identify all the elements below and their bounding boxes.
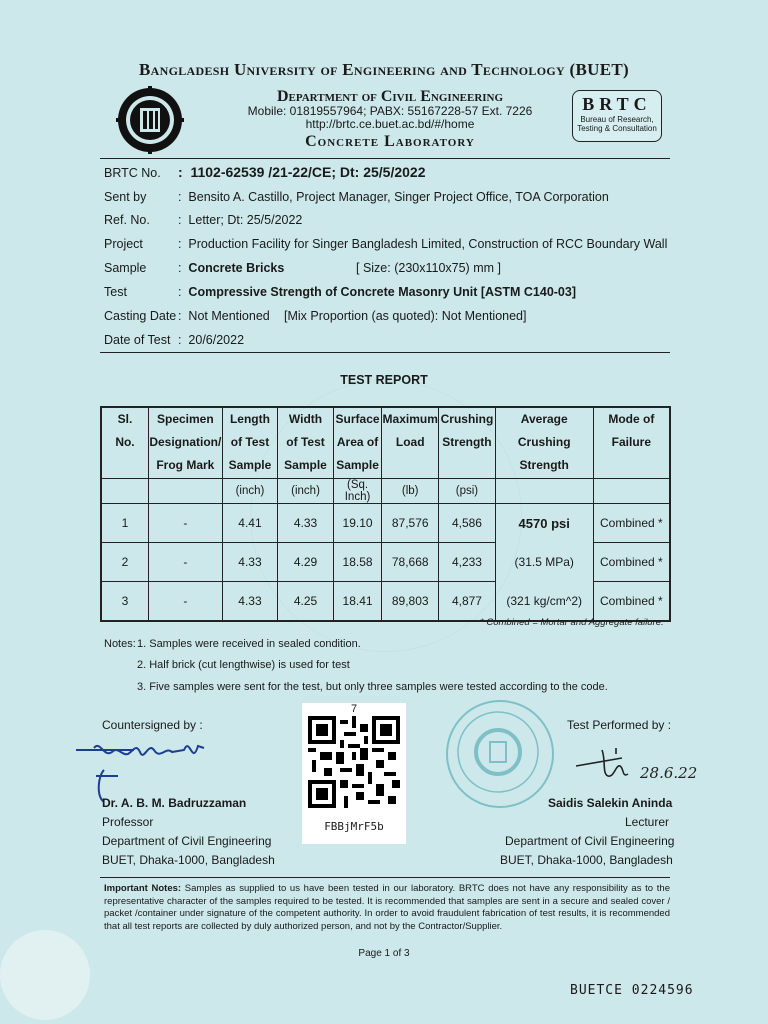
- unit-cell: (psi): [439, 479, 496, 504]
- cell-area: 18.41: [333, 582, 381, 622]
- signature-date: 28.6.22: [640, 764, 698, 782]
- header-average-strength: Average Crushing Strength: [495, 407, 593, 479]
- important-notes: [104, 883, 670, 933]
- tester-name: Saidis Salekin Aninda: [548, 796, 673, 810]
- note-item: 3. Five samples were sent for the test, but only three samples were tested according to the code.: [137, 681, 608, 693]
- cell-area: 19.10: [333, 504, 381, 543]
- contact-info: [190, 105, 590, 131]
- unit-cell: [495, 479, 593, 504]
- cell-load: 78,668: [382, 543, 439, 582]
- header-crushing-strength: Crushing Strength: [439, 407, 496, 479]
- cell-failure-mode: Combined *: [593, 504, 670, 543]
- brtc-logo-text: BRTC: [582, 94, 652, 114]
- header-divider: [100, 158, 670, 159]
- cell-failure-mode: Combined *: [593, 543, 670, 582]
- table-units-row: [101, 479, 670, 504]
- page-number: Page 1 of 3: [358, 948, 410, 959]
- field-value-brtc-no: : 1102-62539 /21-22/CE; Dt: 25/5/2022: [178, 164, 426, 180]
- brtc-logo: [572, 90, 662, 142]
- field-value-casting-date: : Not Mentioned: [178, 309, 270, 323]
- field-value-project: : Production Facility for Singer Bangladesh Limited, Construction of RCC Boundary Wall: [178, 237, 668, 251]
- field-value-date-of-test: : 20/6/2022: [178, 333, 245, 347]
- header-width: Width of Test Sample: [278, 407, 334, 479]
- cell-specimen: -: [148, 543, 222, 582]
- paper-stamp-mark: [0, 930, 90, 1020]
- notes-prefix: Notes:: [104, 638, 136, 650]
- countersigned-heading: Countersigned by :: [102, 718, 203, 732]
- tester-address: BUET, Dhaka-1000, Bangladesh: [500, 853, 673, 867]
- cell-strength: 4,877: [439, 582, 496, 622]
- field-label-sent-by: Sent by: [104, 190, 147, 204]
- contact-phone: Mobile: 01819557964; PABX: 55167228-57 Ext. 7226: [247, 104, 533, 118]
- header-specimen: Specimen Designation/ Frog Mark: [148, 407, 222, 479]
- field-value-sample: : Concrete Bricks: [178, 261, 285, 275]
- field-value-sample-size: [ Size: (230x110x75) mm ]: [356, 261, 501, 275]
- test-report-title: TEST REPORT: [340, 373, 428, 387]
- department-name: Department of Civil Engineering: [276, 88, 504, 105]
- table-header-row: [101, 407, 670, 479]
- unit-cell: [101, 479, 148, 504]
- qr-code-icon: [308, 716, 400, 808]
- field-label-sample: Sample: [104, 261, 147, 275]
- field-label-test: Test: [104, 285, 127, 299]
- cell-width: 4.29: [278, 543, 334, 582]
- note-item: 1. Samples were received in sealed condition.: [137, 638, 361, 650]
- unit-cell: [593, 479, 670, 504]
- combined-footnote: * Combined = Mortar and Aggregate failure.: [480, 617, 664, 628]
- cell-width: 4.33: [278, 504, 334, 543]
- footer-divider: [100, 877, 670, 878]
- cell-width: 4.25: [278, 582, 334, 622]
- contact-url: http://brtc.ce.buet.ac.bd/#/home: [305, 117, 475, 131]
- countersigner-name: Dr. A. B. M. Badruzzaman: [102, 796, 247, 810]
- field-value-test: : Compressive Strength of Concrete Masonry Unit [ASTM C140-03]: [178, 285, 576, 299]
- cell-area: 18.58: [333, 543, 381, 582]
- unit-cell: (inch): [278, 479, 334, 504]
- field-label-brtc-no: BRTC No.: [104, 166, 161, 180]
- countersigner-department: Department of Civil Engineering: [102, 834, 272, 848]
- cell-sl: 3: [101, 582, 148, 622]
- unit-cell: (Sq. Inch): [333, 479, 381, 504]
- cell-failure-mode: Combined *: [593, 582, 670, 622]
- tester-title: Lecturer: [625, 815, 670, 829]
- qr-number: 7: [350, 703, 358, 715]
- tester-department: Department of Civil Engineering: [505, 834, 675, 848]
- field-label-ref-no: Ref. No.: [104, 213, 150, 227]
- fields-divider: [100, 352, 670, 353]
- field-value-ref-no: : Letter; Dt: 25/5/2022: [178, 213, 303, 227]
- qr-code-panel: [302, 703, 406, 844]
- cell-length: 4.33: [222, 543, 278, 582]
- cell-load: 89,803: [382, 582, 439, 622]
- field-value-sent-by: : Bensito A. Castillo, Project Manager, Singer Project Office, TOA Corporation: [178, 190, 609, 204]
- average-strength-mpa: (31.5 MPa): [495, 543, 593, 582]
- qr-code-text: FBBjMrF5b: [324, 820, 384, 833]
- cell-sl: 2: [101, 543, 148, 582]
- field-label-date-of-test: Date of Test: [104, 333, 171, 347]
- cell-load: 87,576: [382, 504, 439, 543]
- laboratory-name: Concrete Laboratory: [305, 133, 475, 150]
- cell-length: 4.41: [222, 504, 278, 543]
- unit-cell: [148, 479, 222, 504]
- serial-number: BUETCE 0224596: [570, 983, 694, 998]
- table-row: [101, 543, 670, 582]
- header-mode-of-failure: Mode of Failure: [593, 407, 670, 479]
- buet-logo-icon: [116, 86, 184, 154]
- cell-strength: 4,586: [439, 504, 496, 543]
- unit-cell: (lb): [382, 479, 439, 504]
- important-notes-text: Samples as supplied to us have been tested in our laboratory. BRTC does not have any responsibility as to the representative character of the samples required to be tested. It is recommended that samples are sent in a secure and sealed cover / packet /container under signature of the competent authority. In order to avoid fraudulent fabrication of test results, it is recommended that all test reports are collected by duly authorized person, and not by the Contractor/Supplier.: [104, 883, 671, 932]
- countersigner-title: Professor: [102, 815, 154, 829]
- cell-sl: 1: [101, 504, 148, 543]
- header-max-load: Maximum Load: [382, 407, 439, 479]
- header-length: Length of Test Sample: [222, 407, 278, 479]
- note-item: 2. Half brick (cut lengthwise) is used for test: [137, 659, 350, 671]
- cell-specimen: -: [148, 504, 222, 543]
- average-strength-psi: 4570 psi: [495, 504, 593, 543]
- brtc-logo-line1: Bureau of Research,: [580, 115, 654, 124]
- results-table: [100, 406, 671, 622]
- seal-icon: [448, 702, 548, 802]
- unit-cell: (inch): [222, 479, 278, 504]
- field-label-casting-date: Casting Date: [104, 309, 177, 323]
- cell-specimen: -: [148, 582, 222, 622]
- header-sl-no: Sl. No.: [101, 407, 148, 479]
- header-surface-area: Surface Area of Sample: [333, 407, 381, 479]
- important-notes-label: Important Notes:: [104, 883, 182, 894]
- countersigner-address: BUET, Dhaka-1000, Bangladesh: [102, 853, 275, 867]
- department-seal: [446, 700, 554, 808]
- university-name: Bangladesh University of Engineering and Technology (BUET): [139, 60, 629, 79]
- table-row: [101, 504, 670, 543]
- cell-strength: 4,233: [439, 543, 496, 582]
- field-label-project: Project: [104, 237, 143, 251]
- test-performed-heading: Test Performed by :: [567, 718, 672, 732]
- brtc-logo-line2: Testing & Consultation: [577, 124, 657, 133]
- table-row: [101, 582, 670, 622]
- cell-length: 4.33: [222, 582, 278, 622]
- field-value-mix-proportion: [Mix Proportion (as quoted): Not Mentioned]: [284, 309, 527, 323]
- average-strength-kgcm2: (321 kg/cm^2): [495, 582, 593, 622]
